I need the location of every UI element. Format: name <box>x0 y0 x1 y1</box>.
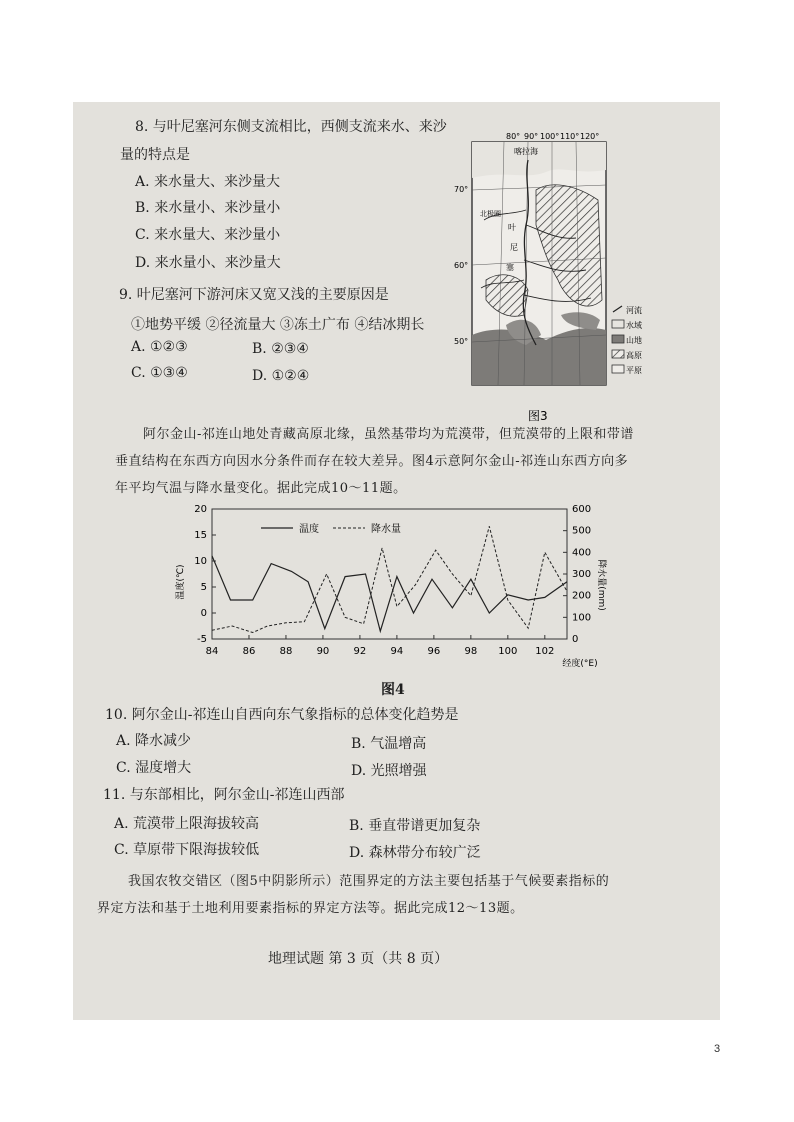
q8-stem-line2: 量的特点是 <box>120 147 190 163</box>
q8-stem-line1: 8. 与叶尼塞河东侧支流相比，西侧支流来水、来沙 <box>135 119 447 135</box>
y-axis-label: 温度(℃) <box>176 564 186 600</box>
figure4-caption: 图4 <box>381 682 405 698</box>
precipitation-line <box>212 526 567 632</box>
q8-option-a: A. 来水量大、来沙量大 <box>135 174 281 190</box>
label-ni: 尼 <box>510 243 518 252</box>
x-tick-label: 100 <box>498 646 518 657</box>
q9-option-c: C. ①③④ <box>131 365 188 381</box>
q9-option-a: A. ①②③ <box>131 339 188 355</box>
q11-option-a: A. 荒漠带上限海拔较高 <box>114 816 260 832</box>
figure3-caption: 图3 <box>528 409 548 423</box>
lon-label-80: 80° <box>506 132 521 141</box>
legend-temperature: 温度 <box>299 524 319 535</box>
label-sai: 塞 <box>506 263 514 272</box>
lon-label-100: 100° <box>540 132 560 141</box>
x-tick-label: 102 <box>535 646 555 657</box>
q10-option-b: B. 气温增高 <box>351 736 427 752</box>
x-tick-label: 88 <box>279 646 293 657</box>
label-ye: 叶 <box>508 223 516 232</box>
y2-tick-label: 300 <box>572 569 592 580</box>
q10-option-c: C. 湿度增大 <box>116 760 192 776</box>
lon-label-110: 110° <box>560 132 580 141</box>
legend-river: 河流 <box>626 306 642 315</box>
label-kara-sea: 喀拉海 <box>514 147 538 156</box>
lat-label-70: 70° <box>454 185 469 194</box>
legend-precipitation: 降水量 <box>371 524 401 535</box>
q9-option-b: B. ②③④ <box>252 341 309 357</box>
q8-option-d: D. 来水量小、来沙量大 <box>135 255 281 271</box>
lon-label-90: 90° <box>524 132 539 141</box>
q9-option-d: D. ①②④ <box>252 368 310 384</box>
y2-tick-label: 600 <box>572 504 592 515</box>
legend-water: 水域 <box>626 321 642 330</box>
q10-stem: 10. 阿尔金山-祁连山自西向东气象指标的总体变化趋势是 <box>105 707 459 723</box>
x-tick-label: 90 <box>316 646 330 657</box>
x-tick-label: 84 <box>205 646 219 657</box>
chart-legend <box>261 522 401 535</box>
q8-option-b: B. 来水量小、来沙量小 <box>135 200 281 216</box>
q11-option-d: D. 森林带分布较广泛 <box>349 845 481 861</box>
q11-stem: 11. 与东部相比，阿尔金山-祁连山西部 <box>103 787 345 803</box>
legend-plain: 平原 <box>626 366 642 375</box>
lon-label-120: 120° <box>580 132 600 141</box>
x-tick-label: 86 <box>242 646 256 657</box>
intro1-line2: 垂直结构在东西方向因水分条件而存在较大差异。图4示意阿尔金山-祁连山东西方向多 <box>115 454 629 469</box>
y2-axis-label: 降水量(mm) <box>596 559 606 611</box>
intro2-line1: 我国农牧交错区（图5中阴影所示）范围界定的方法主要包括基于气候要素指标的 <box>128 874 610 889</box>
q10-option-a: A. 降水减少 <box>116 733 192 749</box>
x-tick-label: 96 <box>427 646 441 657</box>
legend-plateau: 高原 <box>626 351 642 360</box>
y2-tick-label: 500 <box>572 525 592 537</box>
page-number: 3 <box>714 1043 721 1055</box>
intro1-line1: 阿尔金山-祁连山地处青藏高原北缘，虽然基带均为荒漠带，但荒漠带的上限和带谱 <box>143 427 634 442</box>
y-tick-label: 20 <box>194 504 207 515</box>
y2-tick-label: 0 <box>572 634 579 645</box>
q10-option-d: D. 光照增强 <box>351 763 427 779</box>
x-tick-label: 94 <box>390 646 404 657</box>
q9-conditions: ①地势平缓 ②径流量大 ③冻土广布 ④结冰期长 <box>131 317 425 333</box>
lat-label-50: 50° <box>454 337 469 346</box>
figure3-map <box>454 130 666 430</box>
y2-tick-label: 200 <box>572 590 592 602</box>
y-tick-label: 10 <box>194 556 207 567</box>
page-footer: 地理试题 第 3 页（共 8 页） <box>268 951 449 967</box>
q11-option-c: C. 草原带下限海拔较低 <box>114 842 260 858</box>
y-tick-label: 15 <box>194 530 207 541</box>
map-legend <box>612 305 642 375</box>
intro2-line2: 界定方法和基于土地利用要素指标的界定方法等。据此完成12～13题。 <box>97 901 524 916</box>
q8-option-c: C. 来水量大、来沙量小 <box>135 227 281 243</box>
y-tick-label: 0 <box>200 608 207 619</box>
q11-option-b: B. 垂直带谱更加复杂 <box>349 818 481 834</box>
x-tick-label: 98 <box>464 646 478 657</box>
y2-tick-label: 400 <box>572 547 592 559</box>
y-tick-label: -5 <box>197 634 207 645</box>
figure4-chart <box>175 500 615 680</box>
x-axis-label: 经度(°E) <box>562 659 598 669</box>
y-tick-label: 5 <box>200 582 207 593</box>
y2-tick-label: 100 <box>572 612 592 624</box>
legend-mountain: 山地 <box>626 336 642 345</box>
q9-stem: 9. 叶尼塞河下游河床又宽又浅的主要原因是 <box>119 287 389 303</box>
intro1-line3: 年平均气温与降水量变化。据此完成10～11题。 <box>115 481 407 496</box>
temperature-line <box>212 556 567 631</box>
x-tick-label: 92 <box>353 646 367 657</box>
lat-label-60: 60° <box>454 261 469 270</box>
label-arctic-circle: 北极圈 <box>480 210 501 218</box>
